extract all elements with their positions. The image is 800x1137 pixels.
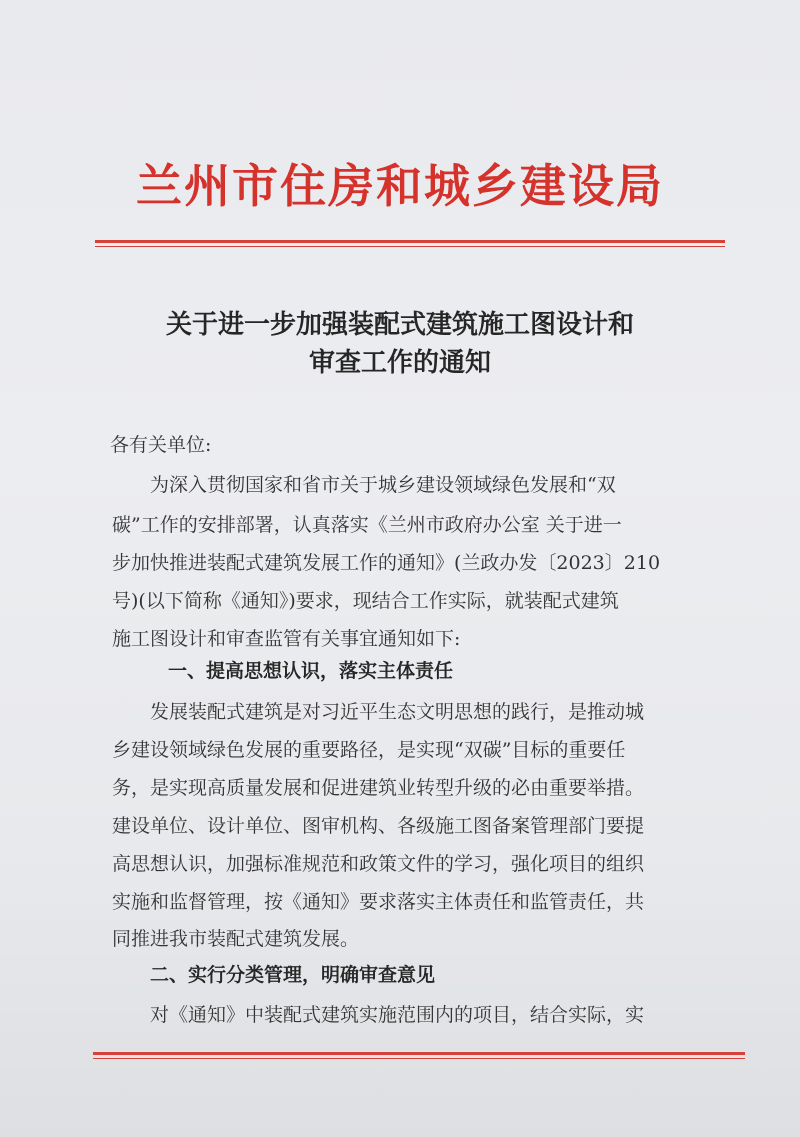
- section-1-line-2: 乡建设领域绿色发展的重要路径，是实现“双碳”目标的重要任: [112, 739, 626, 761]
- section-2-heading: 二、实行分类管理，明确审查意见: [150, 964, 436, 986]
- section-1-line-4: 建设单位、设计单位、图审机构、各级施工图备案管理部门要提: [112, 815, 645, 837]
- document-title-line-1: 关于进一步加强装配式建筑施工图设计和: [165, 310, 634, 340]
- footer-rule-thick: [93, 1052, 745, 1055]
- document-title-line-2: 审查工作的通知: [308, 348, 491, 378]
- section-1-line-7: 同推进我市装配式建筑发展。: [112, 928, 360, 950]
- paragraph-1-line-4: 号)(以下简称《通知》)要求，现结合工作实际，就装配式建筑: [112, 590, 619, 612]
- paragraph-1-line-3: 步加快推进装配式建筑发展工作的通知》(兰政办发〔2023〕210: [112, 552, 661, 574]
- section-1-line-6: 实施和监督管理，按《通知》要求落实主体责任和监管责任，共: [112, 891, 645, 913]
- paragraph-1-line-2: 碳”工作的安排部署，认真落实《兰州市政府办公室 关于进一: [112, 514, 622, 536]
- paragraph-1-line-1: 为深入贯彻国家和省市关于城乡建设领域绿色发展和“双: [150, 474, 616, 496]
- section-2-line-1: 对《通知》中装配式建筑实施范围内的项目，结合实际，实: [150, 1004, 645, 1026]
- section-1-heading: 一、提高思想认识，落实主体责任: [168, 660, 454, 682]
- section-1-line-5: 高思想认识，加强标准规范和政策文件的学习，强化项目的组织: [112, 853, 645, 875]
- paragraph-1-line-5: 施工图设计和审查监管有关事宜通知如下:: [112, 628, 461, 650]
- salutation: 各有关单位:: [110, 434, 212, 456]
- header-rule-thick: [95, 240, 725, 243]
- section-1-line-3: 务，是实现高质量发展和促进建筑业转型升级的必由重要举措。: [112, 777, 645, 799]
- agency-header: 兰州市住房和城乡建设局: [136, 159, 664, 213]
- section-1-line-1: 发展装配式建筑是对习近平生态文明思想的践行，是推动城: [150, 701, 645, 723]
- footer-rule-thin: [93, 1058, 745, 1059]
- header-rule-thin: [95, 246, 725, 247]
